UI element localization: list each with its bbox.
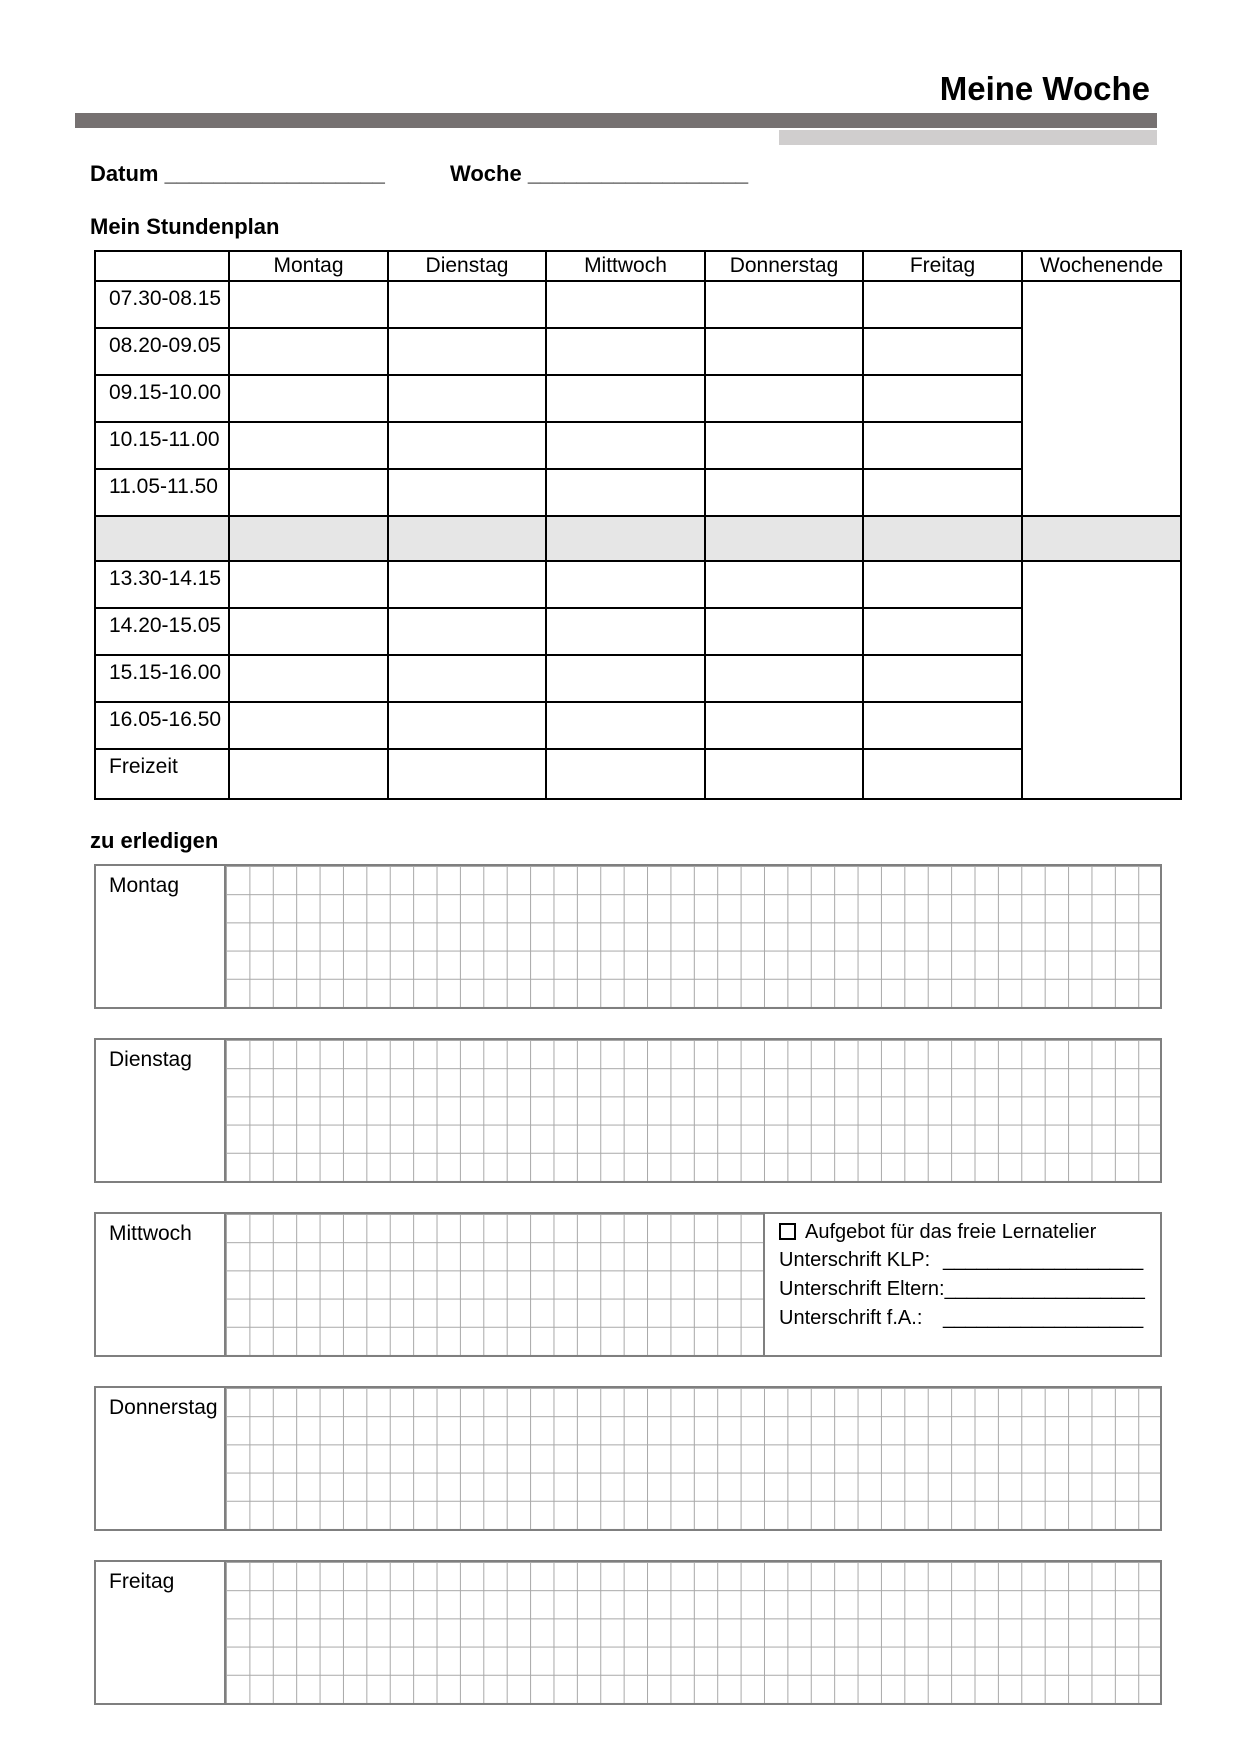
day-header-freitag: Freitag [863,251,1022,281]
schedule-row [95,281,1181,328]
schedule-cell [546,702,705,749]
schedule-cell [229,281,388,328]
day-header-wochenende: Wochenende [1022,251,1181,281]
todo-block-dienstag [94,1038,1162,1183]
signature-blank-line: __________________ [943,1249,1144,1271]
day-header-mittwoch: Mittwoch [546,251,705,281]
wochenende-merged-cell [1022,281,1181,516]
schedule-cell [546,516,705,561]
day-header-dienstag: Dienstag [388,251,546,281]
schedule-cell [229,608,388,655]
todo-day-label: Freitag [96,1562,226,1703]
todo-grid [226,1214,763,1355]
day-header-montag: Montag [229,251,388,281]
signature-blank-line: __________________ [943,1307,1144,1329]
time-slot-label: 09.15-10.00 [95,375,229,422]
schedule-cell [863,516,1022,561]
schedule-cell [705,561,863,608]
schedule-cell [705,516,863,561]
time-slot-label: 14.20-15.05 [95,608,229,655]
page-title: Meine Woche [939,70,1150,107]
time-slot-label: 11.05-11.50 [95,469,229,516]
schedule-row [95,375,1181,422]
schedule-cell [863,328,1022,375]
schedule-cell [388,608,546,655]
signature-label: Unterschrift KLP: [779,1249,931,1271]
datum-field [90,161,385,187]
schedule-cell [705,328,863,375]
schedule-cell [705,702,863,749]
lunch-divider-row [95,516,1181,561]
schedule-row [95,608,1181,655]
schedule-cell [863,375,1022,422]
woche-field [450,161,748,187]
divider-cell [95,516,229,561]
schedule-cell [863,561,1022,608]
schedule-cell [863,655,1022,702]
schedule-cell [863,608,1022,655]
woche-blank-line: __________________ [527,161,749,186]
todo-day-label: Mittwoch [96,1214,226,1355]
schedule-cell [546,375,705,422]
schedule-row [95,749,1181,799]
schedule-cell [229,328,388,375]
time-slot-label: 15.15-16.00 [95,655,229,702]
header-rule-dark [75,113,1157,128]
schedule-cell [229,749,388,799]
schedule-cell [546,561,705,608]
stundenplan-table [94,250,1182,800]
schedule-cell [546,749,705,799]
schedule-cell [705,608,863,655]
aufgebot-box [763,1214,1160,1355]
schedule-cell [705,375,863,422]
schedule-cell [388,375,546,422]
todo-day-label: Montag [96,866,226,1007]
woche-label: Woche [450,161,522,186]
datum-label: Datum [90,161,159,186]
schedule-cell [229,469,388,516]
header-rule-light [779,130,1157,145]
schedule-row [95,422,1181,469]
schedule-cell [863,702,1022,749]
signature-row [779,1304,1150,1333]
stundenplan-heading: Mein Stundenplan [90,214,280,239]
schedule-cell [388,702,546,749]
todo-day-label: Dienstag [96,1040,226,1181]
schedule-row [95,655,1181,702]
wochenende-merged-cell [1022,561,1181,799]
signature-label: Unterschrift Eltern: [779,1278,945,1300]
schedule-cell [705,469,863,516]
todo-block-montag [94,864,1162,1009]
schedule-cell [229,655,388,702]
time-slot-label: 07.30-08.15 [95,281,229,328]
schedule-row [95,561,1181,608]
todo-grid [226,1388,1160,1529]
todo-block-freitag [94,1560,1162,1705]
aufgebot-header [779,1220,1150,1246]
schedule-cell [546,328,705,375]
todo-grid [226,866,1160,1007]
schedule-cell [388,469,546,516]
signature-label: Unterschrift f.A.: [779,1307,923,1329]
schedule-cell [229,422,388,469]
schedule-cell [388,749,546,799]
schedule-cell [229,561,388,608]
schedule-row [95,702,1181,749]
schedule-cell [388,516,546,561]
signature-blank-line: __________________ [944,1278,1145,1300]
schedule-cell [388,561,546,608]
schedule-cell [863,281,1022,328]
time-slot-label: 10.15-11.00 [95,422,229,469]
datum-blank-line: __________________ [164,161,385,186]
schedule-cell [388,655,546,702]
schedule-cell [546,655,705,702]
schedule-cell [229,702,388,749]
time-slot-label: 13.30-14.15 [95,561,229,608]
schedule-cell [705,281,863,328]
schedule-corner-cell [95,251,229,281]
time-slot-label: 08.20-09.05 [95,328,229,375]
schedule-cell [705,655,863,702]
todo-grid [226,1040,1160,1181]
schedule-cell [863,422,1022,469]
todo-block-donnerstag [94,1386,1162,1531]
schedule-cell [546,422,705,469]
todo-day-label: Donnerstag [96,1388,226,1529]
schedule-cell [229,516,388,561]
time-slot-label: 16.05-16.50 [95,702,229,749]
schedule-cell [388,422,546,469]
schedule-cell [863,749,1022,799]
schedule-cell [705,749,863,799]
todo-block-mittwoch [94,1212,1162,1357]
aufgebot-label: Aufgebot für das freie Lernatelier [805,1221,1097,1243]
schedule-row [95,328,1181,375]
divider-cell [1022,516,1181,561]
todo-grid [226,1562,1160,1703]
schedule-row [95,469,1181,516]
stundenplan-table-body [95,251,1181,799]
schedule-cell [546,281,705,328]
schedule-cell [229,375,388,422]
date-week-row [0,161,1240,191]
schedule-cell [546,469,705,516]
schedule-cell [388,281,546,328]
todo-heading: zu erledigen [90,828,219,853]
day-header-donnerstag: Donnerstag [705,251,863,281]
schedule-header-row [95,251,1181,281]
time-slot-label: Freizeit [95,749,229,799]
schedule-cell [863,469,1022,516]
signature-row [779,1246,1150,1275]
ballot-box-checkbox-icon [779,1223,796,1240]
schedule-cell [388,328,546,375]
schedule-cell [546,608,705,655]
signature-row [779,1275,1150,1304]
schedule-cell [705,422,863,469]
